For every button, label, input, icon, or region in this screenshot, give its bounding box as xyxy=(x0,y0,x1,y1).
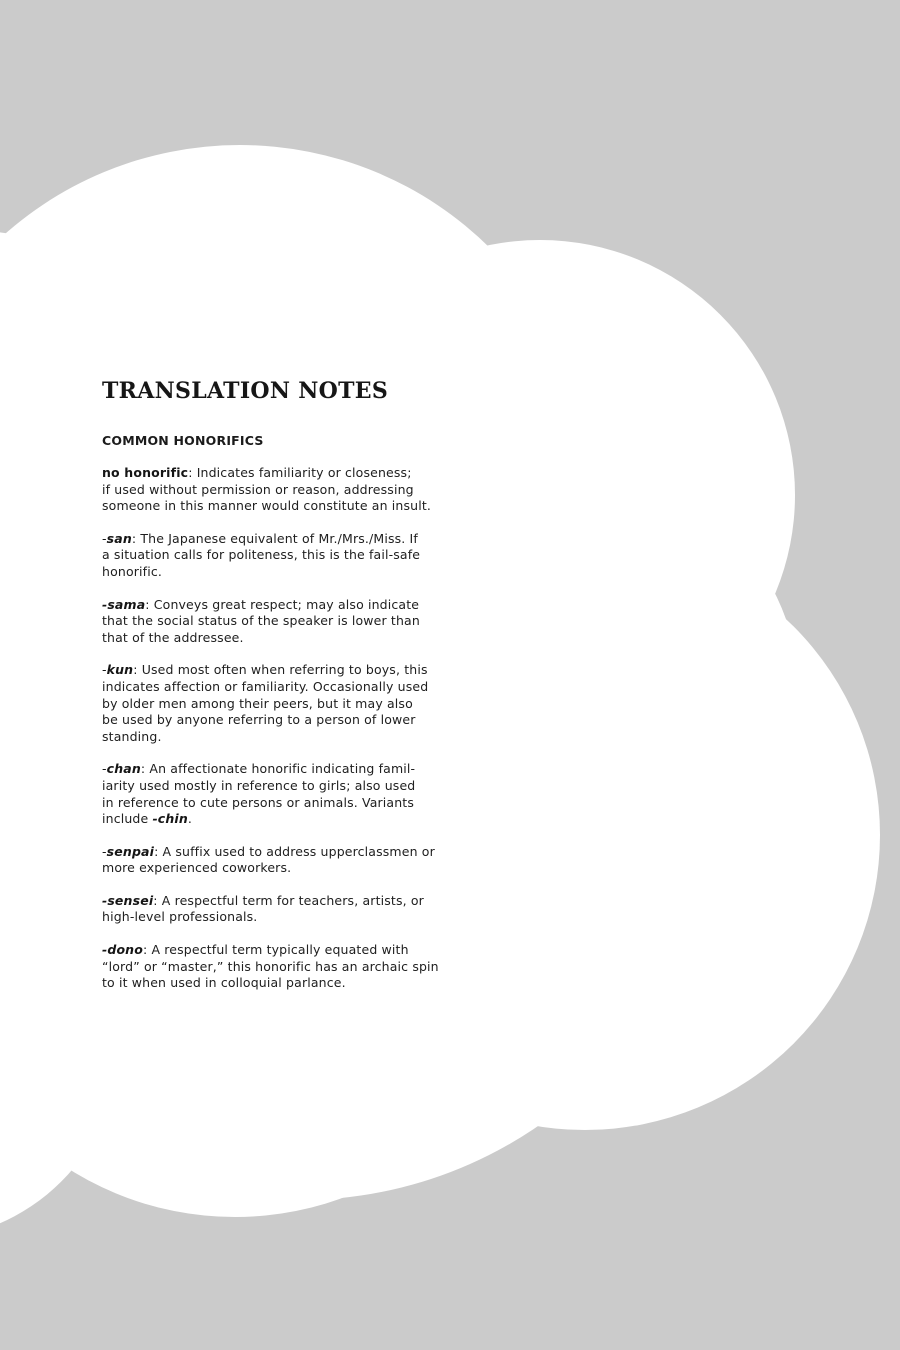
entry-line: -senpai: A suffix used to address upperclassmen or xyxy=(102,843,435,859)
entry-line: honorific. xyxy=(102,563,162,579)
entry-line: in reference to cute persons or animals. Variants xyxy=(102,794,415,810)
entry-line: be used by anyone referring to a person of lower xyxy=(102,712,416,728)
entry-line: indicates affection or familiarity. Occasionally used xyxy=(102,678,429,694)
entry-term: dono xyxy=(107,942,143,958)
entry-line: that the social status of the speaker is lower than xyxy=(102,613,420,629)
translation-notes-content xyxy=(102,376,442,1008)
entry-sensei xyxy=(102,893,442,926)
entry-line: -sensei: A respectful term for teachers, artists, or xyxy=(102,892,424,908)
entry-line: a situation calls for politeness, this is the fail-safe xyxy=(102,547,421,563)
entry-line: to it when used in colloquial parlance. xyxy=(102,975,346,991)
entry-text: : Conveys great respect; may also indicate xyxy=(145,596,420,612)
entry-line: that of the addressee. xyxy=(102,629,244,645)
entry-term: no honorific xyxy=(102,465,189,480)
entry-line: high-level professionals. xyxy=(102,909,258,925)
entry-text: : An affectionate honorific indicating famil- xyxy=(140,761,416,777)
entry-senpai xyxy=(102,844,442,877)
entry-line: iarity used mostly in reference to girls; also used xyxy=(102,777,416,793)
entry-dono xyxy=(102,942,442,992)
entry-line: -sama: Conveys great respect; may also indicate xyxy=(102,596,420,612)
entry-no-honorific xyxy=(102,465,442,515)
entry-text: : A suffix used to address upperclassmen or xyxy=(154,843,435,859)
entry-line: someone in this manner would constitute an insult. xyxy=(102,498,432,514)
entry-text: : Used most often when referring to boys, this xyxy=(133,662,428,678)
entry-term: kun xyxy=(106,662,134,678)
entry-text: : A respectful term for teachers, artists, or xyxy=(153,892,424,908)
entry-san xyxy=(102,531,442,581)
entry-line: -san: The Japanese equivalent of Mr./Mrs./Miss. If xyxy=(102,530,418,546)
entry-line: if used without permission or reason, addressing xyxy=(102,481,414,497)
entry-text: : Indicates familiarity or closeness; xyxy=(188,465,412,480)
entry-term: senpai xyxy=(106,843,155,859)
page-title: TRANSLATION NOTES xyxy=(102,378,389,404)
entry-line: -dono: A respectful term typically equated with xyxy=(102,942,409,958)
variant-prefix: include xyxy=(102,811,153,827)
honorifics-list xyxy=(102,465,442,992)
entry-term: sama xyxy=(107,596,146,612)
entry-chan xyxy=(102,761,442,827)
entry-line: -chan: An affectionate honorific indicating famil- xyxy=(102,761,416,777)
entry-term: chan xyxy=(106,761,141,777)
entry-line xyxy=(102,465,442,482)
entry-line: -kun: Used most often when referring to boys, this xyxy=(102,662,428,678)
variant-suffix: . xyxy=(187,811,193,827)
entry-line xyxy=(102,811,442,828)
entry-line: by older men among their peers, but it may also xyxy=(102,695,413,711)
entry-text: : The Japanese equivalent of Mr./Mrs./Miss. If xyxy=(131,530,418,546)
entry-line: more experienced coworkers. xyxy=(102,860,292,876)
entry-term: san xyxy=(106,530,132,546)
entry-sama xyxy=(102,597,442,647)
section-heading: COMMON HONORIFICS xyxy=(102,433,264,448)
entry-kun xyxy=(102,662,442,745)
entry-line: standing. xyxy=(102,728,162,744)
entry-line: “lord” or “master,” this honorific has an archaic spin xyxy=(102,958,439,974)
variant-term: -chin xyxy=(152,811,188,827)
entry-term: sensei xyxy=(107,892,154,908)
entry-text: : A respectful term typically equated with xyxy=(142,942,409,958)
